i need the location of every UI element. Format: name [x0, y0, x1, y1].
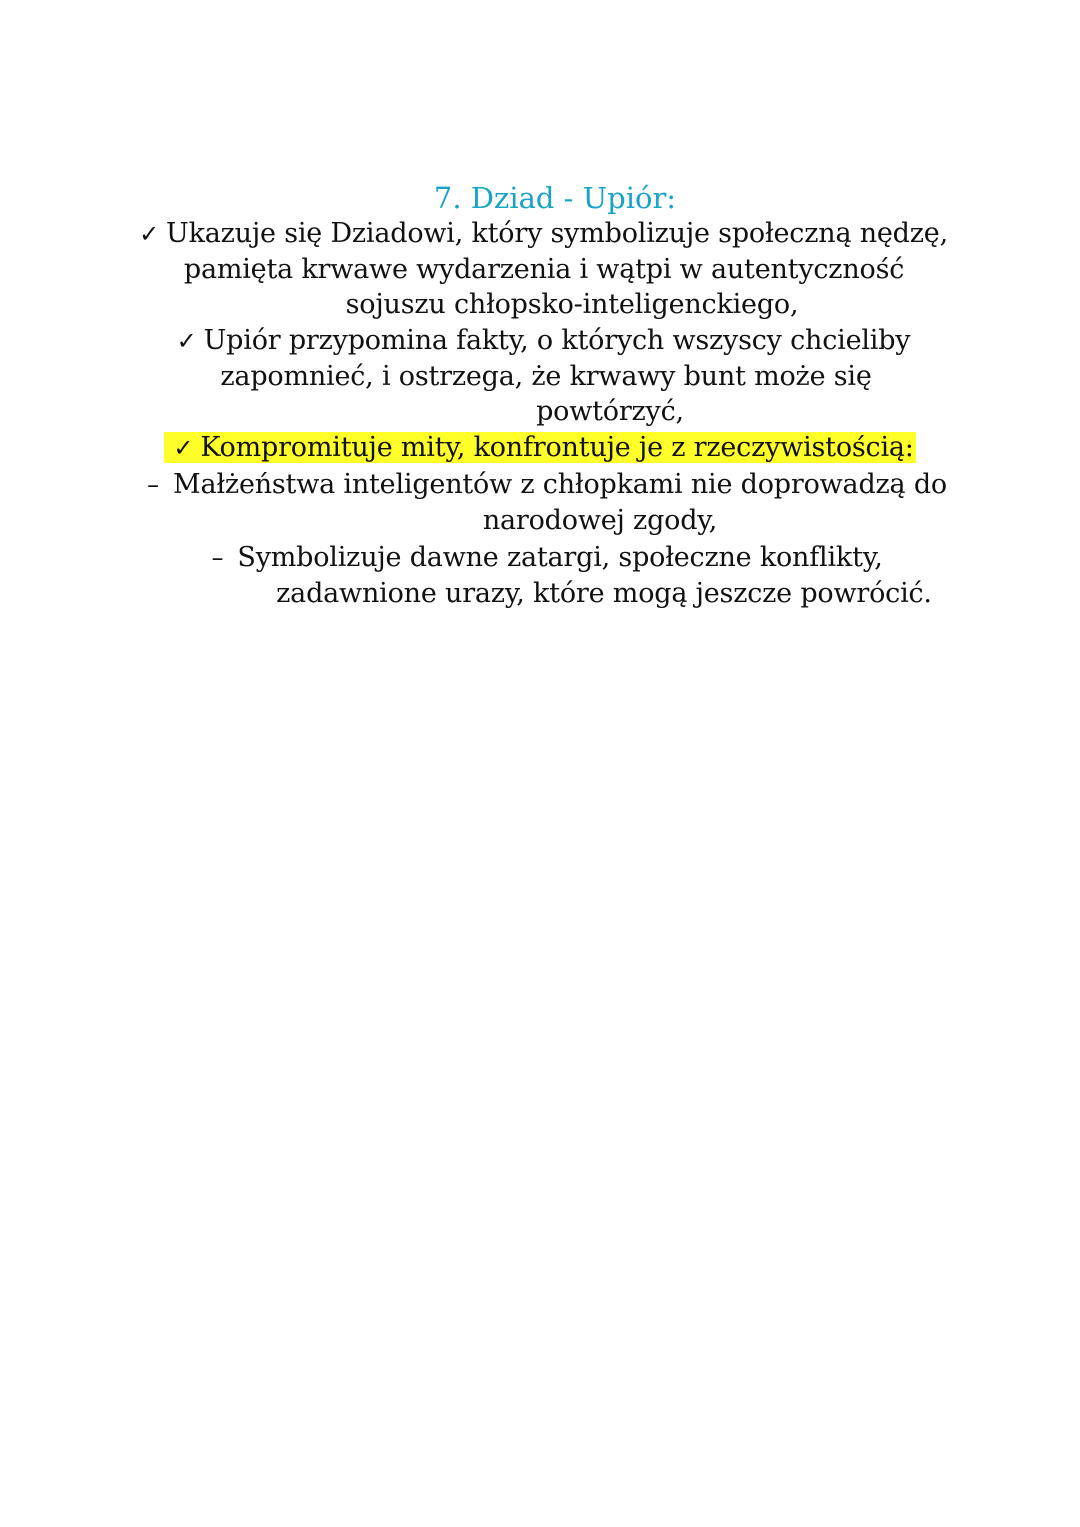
dash-1-line-1: – Małżeństwa inteligentów z chłopkami nie doprowadzą do	[0, 467, 1080, 503]
highlighted-text: ✓ Kompromituje mity, konfrontuje je z rzeczywistością:	[164, 432, 915, 463]
bullet-1-line-2: pamięta krwawe wydarzenia i wątpi w autentyczność	[183, 254, 905, 285]
dash-2-line-2: zadawnione urazy, które mogą jeszcze powrócić.	[276, 578, 932, 609]
bullet-2-line-1: ✓ Upiór przypomina fakty, o których wszyscy chcieliby	[0, 323, 1080, 359]
bullet-1-line-3: sojuszu chłopsko-inteligenckiego,	[345, 289, 799, 320]
dash-2-line-1: – Symbolizuje dawne zatargi, społeczne konflikty,	[0, 540, 1080, 576]
dash-icon: –	[211, 544, 224, 572]
section-heading: 7. Dziad - Upiór:	[433, 181, 677, 215]
dash-1-line-2: narodowej zgody,	[482, 505, 718, 536]
bullet-2-line-2: zapomnieć, i ostrzega, że krwawy bunt może się	[220, 361, 872, 392]
bullet-2-line-3: powtórzyć,	[536, 396, 684, 427]
dash-icon: –	[147, 471, 159, 499]
checkmark-icon: ✓	[173, 434, 194, 462]
checkmark-icon: ✓	[176, 327, 197, 355]
checkmark-icon: ✓	[139, 220, 159, 248]
bullet-3-line-1	[0, 430, 1080, 466]
bullet-1-line-1: ✓ Ukazuje się Dziadowi, który symbolizuje społeczną nędzę,	[0, 216, 1080, 252]
